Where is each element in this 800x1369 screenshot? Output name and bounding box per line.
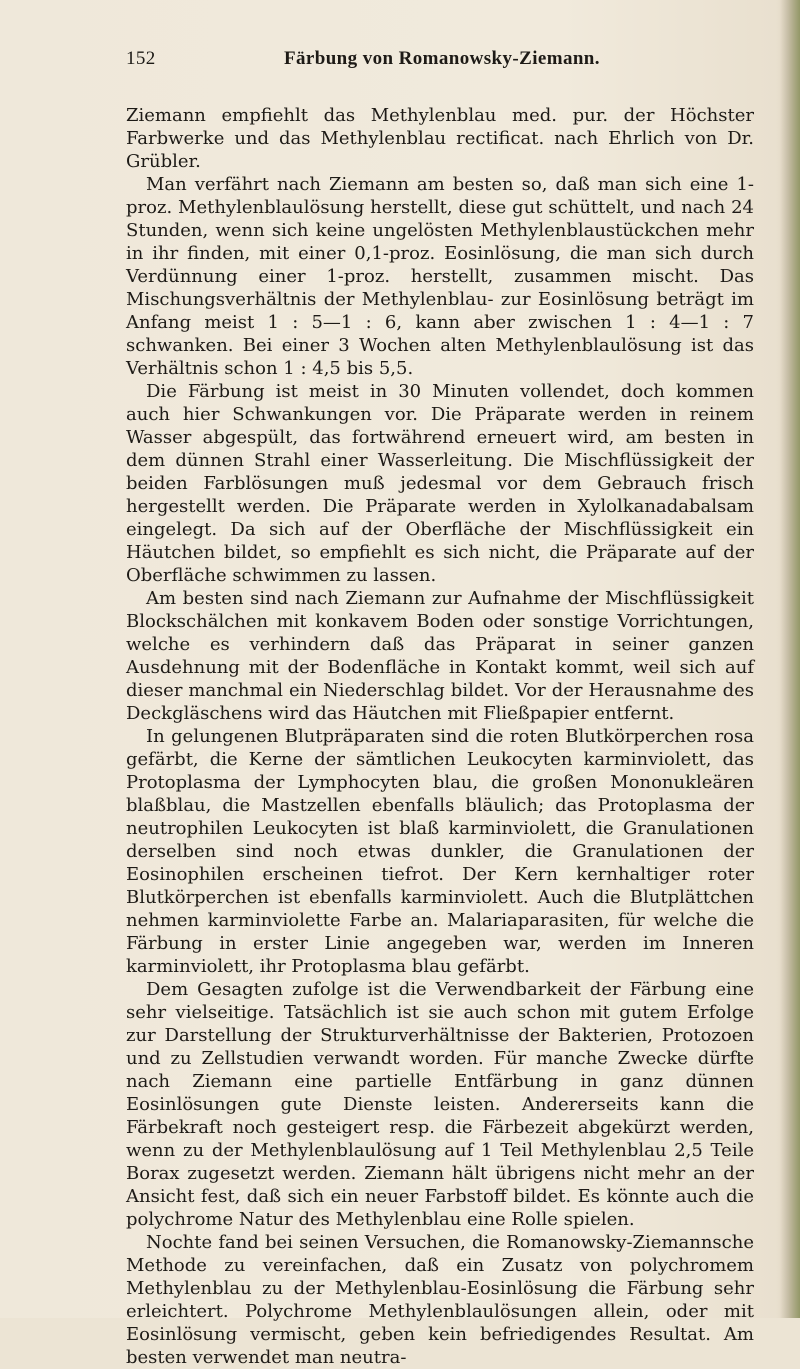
page-header [126, 48, 746, 74]
paragraph: Die Färbung ist meist in 30 Minuten vollendet, doch kommen auch hier Schwankungen vor. Die Präparate werden in reinem Wasser abgespült, das fortwährend erneuert wird, am besten in dem dünnen Strahl einer Wasserleitung. Die Mischflüssigkeit der beiden Farblösungen muß jedesmal vor dem Gebrauch frisch hergestellt werden. Die Präparate werden in Xylolkanadabalsam eingelegt. Da sich auf der Oberfläche der Mischflüssigkeit ein Häutchen bildet, so empfiehlt es sich nicht, die Präparate auf der Oberfläche schwimmen zu lassen. [126, 381, 754, 586]
paragraph: Am besten sind nach Ziemann zur Aufnahme der Mischflüssigkeit Blockschälchen mit konkavem Boden oder sonstige Vorrichtungen, welche es verhindern daß das Präparat in seiner ganzen Ausdehnung mit der Bodenfläche in Kontakt kommt, weil sich auf dieser manchmal ein Niederschlag bildet. Vor der Herausnahme des Deckgläschens wird das Häutchen mit Fließpapier entfernt. [126, 588, 754, 724]
page-edge-shadow [780, 0, 800, 1318]
body-text [126, 104, 754, 1369]
paragraph: Nochte fand bei seinen Versuchen, die Romanowsky-Ziemannsche Methode zu vereinfachen, daß ein Zusatz von polychromem Methylenblau zu der Methylenblau-Eosinlösung die Färbung sehr erleichtert. Polychrome Methylenblaulösungen allein, oder mit Eosinlösung vermischt, geben kein befriedigendes Resultat. Am besten verwendet man neutra- [126, 1232, 754, 1368]
paragraph: Ziemann empfiehlt das Methylenblau med. pur. der Höchster Farbwerke und das Methylenblau rectificat. nach Ehrlich von Dr. Grübler. [126, 105, 754, 172]
paragraph: In gelungenen Blutpräparaten sind die roten Blutkörperchen rosa gefärbt, die Kerne der sämtlichen Leukocyten karminviolett, das Protoplasma der Lymphocyten blau, die großen Mononukleären blaßblau, die Mastzellen ebenfalls bläulich; das Protoplasma der neutrophilen Leukocyten ist blaß karminviolett, die Granulationen derselben sind noch etwas dunkler, die Granulationen der Eosinophilen erscheinen tiefrot. Der Kern kernhaltiger roter Blutkörperchen ist ebenfalls karminviolett. Auch die Blutplättchen nehmen karminviolette Farbe an. Malariaparasiten, für welche die Färbung in erster Linie angegeben war, werden im Inneren karminviolett, ihr Protoplasma blau gefärbt. [126, 726, 754, 977]
running-title: Färbung von Romanowsky-Ziemann. [284, 48, 600, 69]
page-number: 152 [126, 48, 156, 69]
paragraph: Dem Gesagten zufolge ist die Verwendbarkeit der Färbung eine sehr vielseitige. Tatsächlich ist sie auch schon mit gutem Erfolge zur Darstellung der Strukturverhältnisse der Bakterien, Protozoen und zu Zellstudien verwandt worden. Für manche Zwecke dürfte nach Ziemann eine partielle Entfärbung in ganz dünnen Eosinlösungen gute Dienste leisten. Andererseits kann die Färbekraft noch gesteigert resp. die Färbezeit abgekürzt werden, wenn zu der Methylenblaulösung auf 1 Teil Methylenblau 2,5 Teile Borax zugesetzt werden. Ziemann hält übrigens nicht mehr an der Ansicht fest, daß sich ein neuer Farbstoff bildet. Es könnte auch die polychrome Natur des Methylenblau eine Rolle spielen. [126, 979, 754, 1230]
paragraph: Man verfährt nach Ziemann am besten so, daß man sich eine 1-proz. Methylenblaulösung herstellt, diese gut schüttelt, und nach 24 Stunden, wenn sich keine ungelösten Methylenblaustückchen mehr in ihr finden, mit einer 0,1-proz. Eosinlösung, die man sich durch Verdünnung einer 1-proz. herstellt, zusammen mischt. Das Mischungsverhältnis der Methylenblau- zur Eosinlösung beträgt im Anfang meist 1 : 5—1 : 6, kann aber zwischen 1 : 4—1 : 7 schwanken. Bei einer 3 Wochen alten Methylenblaulösung ist das Verhältnis schon 1 : 4,5 bis 5,5. [126, 174, 754, 379]
